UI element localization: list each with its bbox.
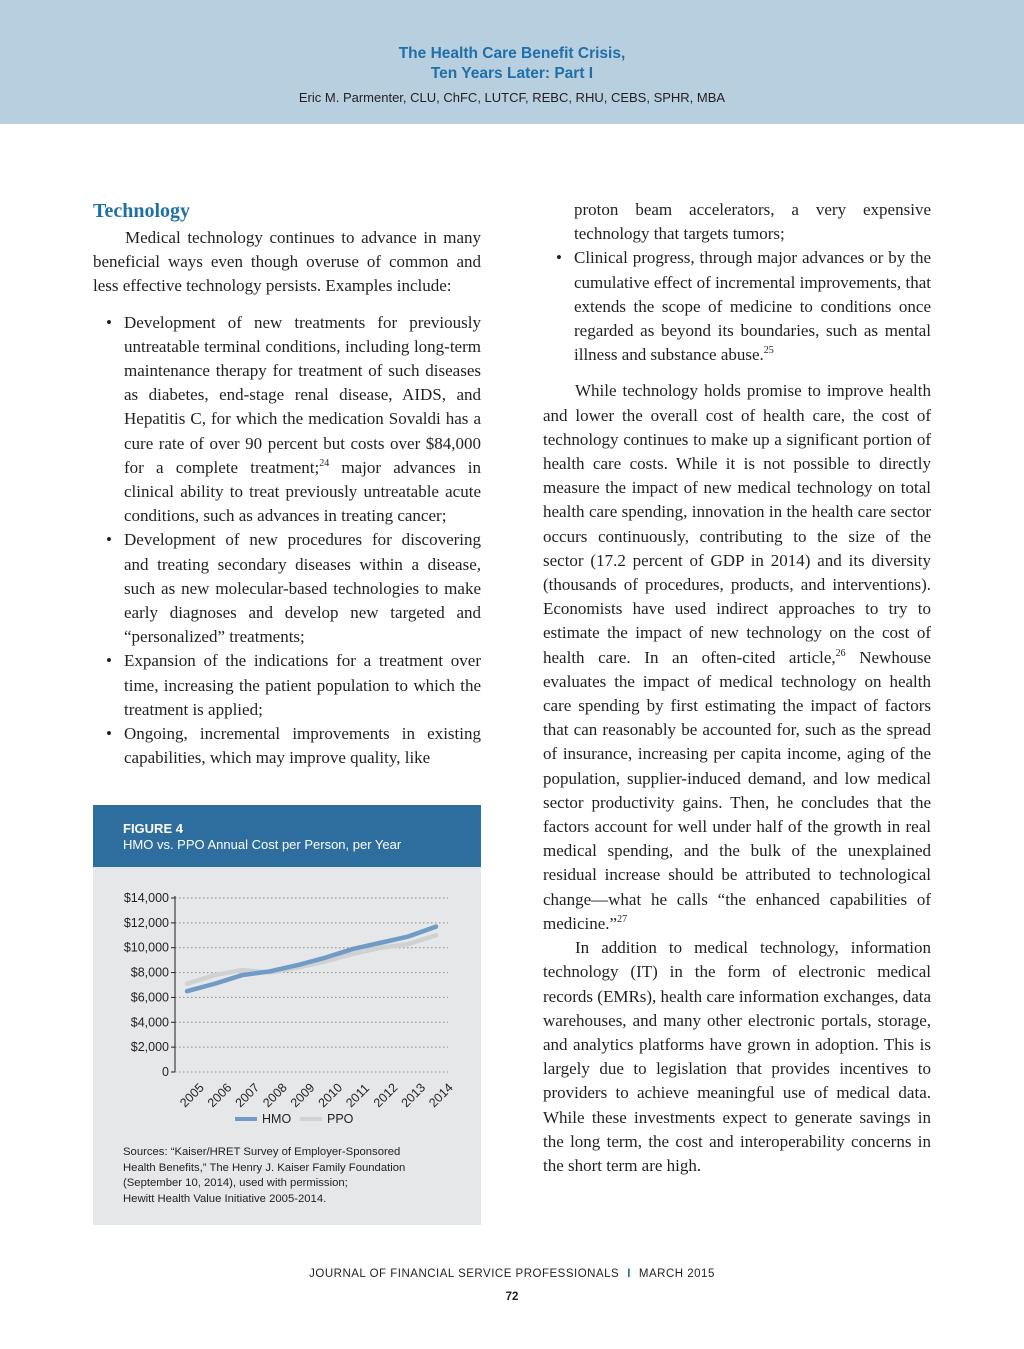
series-line-hmo <box>187 927 436 992</box>
article-author: Eric M. Parmenter, CLU, ChFC, LUTCF, REBC, RHU, CEBS, SPHR, MBA <box>298 90 726 105</box>
footnote-ref: 24 <box>319 457 330 469</box>
section-heading: Technology <box>93 200 191 222</box>
y-tick-label: $2,000 <box>130 1040 169 1055</box>
paragraph-text: While technology holds promise to improve health and lower the overall cost of health care, the cost of technology continues to make up a significant portion of health care costs. While it is not possible to directly measure the impact of new medical technology on total health care spending, innovation in the health care sector occurs continuously, contributing to the size of the sector (17.2 percent of GDP in 2014) and its diversity (thousands of procedures, products, and interventions). Economists have used indirect approaches to try to estimate the impact of new technology on the cost of health care. In an often-cited article, <box>543 381 931 667</box>
list-item-text: Development of new treatments for previously untreatable terminal conditions, including long-term maintenance therapy for treatment of such diseases as diabetes, end-stage renal disease, AIDS, and Hepatitis C, for which the medication Sovaldi has a cure rate of over 90 percent but costs over $84,000 for a complete treatment; <box>124 312 481 477</box>
figure-sources <box>123 1145 463 1207</box>
x-tick-label: 2012 <box>370 1080 401 1111</box>
sources-line: (September 10, 2014), used with permission; <box>123 1177 348 1189</box>
legend-label-hmo: HMO <box>262 1112 292 1126</box>
intro-paragraph: Medical technology continues to advance in many beneficial ways even though overuse of common and less effective technology persists. Examples include: <box>93 228 481 296</box>
body-paragraph <box>543 379 931 936</box>
x-tick-label: 2008 <box>260 1080 290 1111</box>
page-header <box>0 0 1024 124</box>
legend-label-ppo: PPO <box>327 1112 354 1126</box>
x-tick-label: 2011 <box>343 1081 373 1111</box>
figure-header <box>93 805 481 867</box>
list-item: • Development of new procedures for discovering and treating secondary diseases within a disease, such as new molecular-based technologies to make early diagnoses and develop new targeted and “personalized” treatments; <box>93 528 481 649</box>
y-tick-label: $4,000 <box>130 1015 169 1030</box>
x-tick-label: 2013 <box>398 1080 429 1111</box>
y-tick-label: $6,000 <box>130 990 169 1005</box>
figure-label: FIGURE 4 <box>123 821 183 836</box>
y-tick-label: $12,000 <box>123 915 169 930</box>
x-tick-label: 2009 <box>287 1080 318 1111</box>
x-tick-label: 2006 <box>204 1080 235 1111</box>
sources-line: Health Benefits,” The Henry J. Kaiser Family Foundation <box>123 1161 406 1174</box>
article-title-line2: Ten Years Later: Part I <box>430 65 594 82</box>
article-title-line1: The Health Care Benefit Crisis, <box>398 45 626 62</box>
list-item: • Expansion of the indications for a treatment over time, increasing the patient population to which the treatment is applied; <box>93 649 481 722</box>
x-tick-label: 2005 <box>177 1080 207 1111</box>
figure-4 <box>93 805 481 1225</box>
y-tick-label: $10,000 <box>123 940 169 955</box>
list-item: • Ongoing, incremental improvements in existing capabilities, which may improve quality, like <box>93 722 481 770</box>
paragraph-text: Newhouse evaluates the impact of medical technology on health care spending by first estimating the impact of factors that can reasonably be accounted for, such as the spread of insurance, increasing per capita income, aging of the population, supplier-induced demand, and low medical sector productivity gains. Then, he concludes that the factors account for well under half of the growth in real medical spending, and the bulk of the unexplained residual increase should be attributed to technological change—what he calls “the enhanced capabilities of medicine.” <box>543 647 931 933</box>
examples-list-continued <box>543 246 931 367</box>
x-tick-label: 2014 <box>426 1080 456 1111</box>
examples-list <box>93 311 481 771</box>
y-tick-label: 0 <box>162 1065 169 1079</box>
sources-line: Sources: “Kaiser/HRET Survey of Employer-Sponsored <box>123 1146 401 1158</box>
footer-separator: I <box>627 1268 631 1280</box>
y-tick-label: $14,000 <box>123 891 169 905</box>
sources-line: Hewitt Health Value Initiative 2005-2014. <box>123 1192 327 1205</box>
right-column <box>543 198 931 1178</box>
body-paragraph: In addition to medical technology, information technology (IT) in the form of electronic medical records (EMRs), health care information exchanges, data warehouses, and many other electronic portals, storage, and analytics platforms have grown in adoption. This is largely due to legislation that provides incentives to providers to achieve meaningful use of medical data. While these investments expect to generate savings in the long term, the cost and interoperability concerns in the short term are high. <box>543 938 932 1175</box>
list-item-continued: proton beam accelerators, a very expensive technology that targets tumors; <box>574 200 931 244</box>
footnote-ref: 27 <box>617 913 628 925</box>
left-column <box>93 198 481 770</box>
list-item-text: major advances in clinical ability to treat previously untreatable acute conditions, such as advances in treating cancer; <box>124 457 481 526</box>
x-tick-label: 2007 <box>232 1080 263 1111</box>
footnote-ref: 25 <box>763 345 774 357</box>
x-tick-label: 2010 <box>315 1080 346 1111</box>
footnote-ref: 26 <box>835 647 846 659</box>
list-item-text: Clinical progress, through major advances or by the cumulative effect of incremental improvements, that extends the scope of medicine to conditions once regarded as beyond its boundaries, such as mental illness and substance abuse. <box>574 248 931 365</box>
cost-line-chart <box>93 867 481 1142</box>
list-item <box>93 311 481 529</box>
y-tick-label: $8,000 <box>130 965 169 980</box>
issue-date: MARCH 2015 <box>638 1268 715 1280</box>
page-number: 72 <box>505 1291 519 1303</box>
list-item <box>543 246 931 367</box>
journal-name: JOURNAL OF FINANCIAL SERVICE PROFESSIONALS <box>309 1268 620 1280</box>
figure-title: HMO vs. PPO Annual Cost per Person, per Year <box>123 837 402 852</box>
page-footer <box>0 1268 1024 1280</box>
